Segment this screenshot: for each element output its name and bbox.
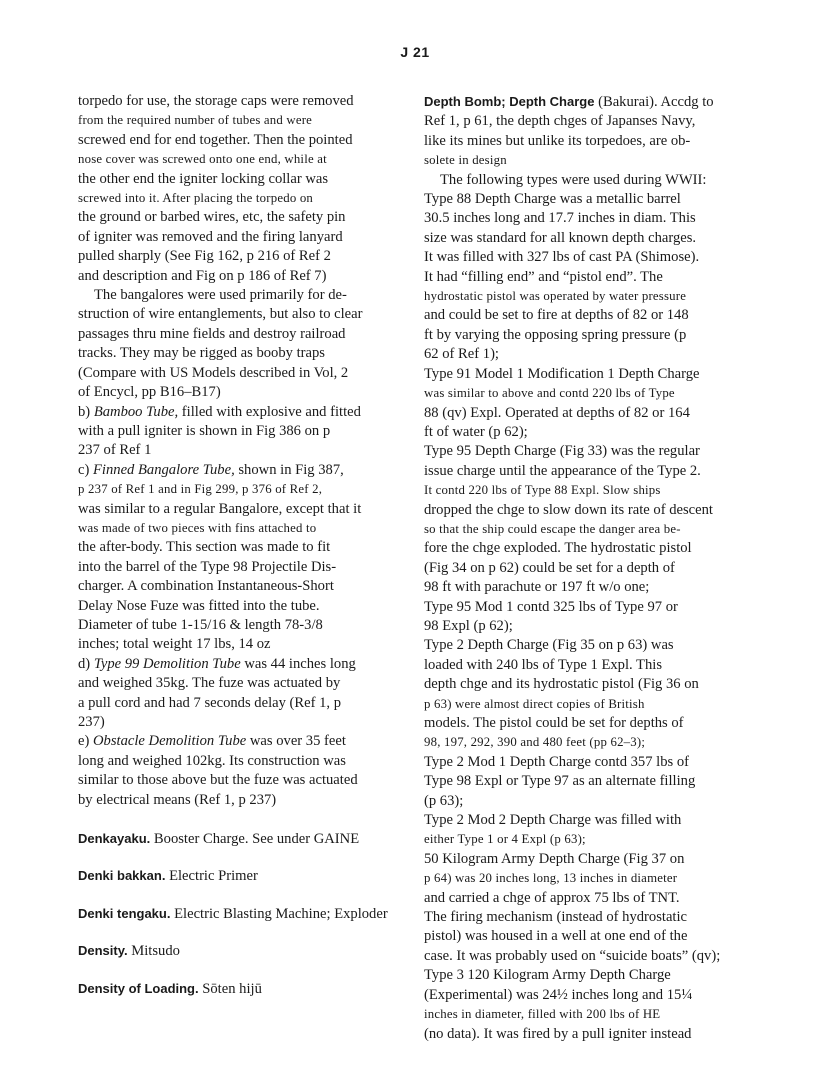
- entry-term: Density of Loading.: [78, 980, 199, 996]
- paragraph-torpedo-assembly: [78, 92, 390, 286]
- entry-term: Density.: [78, 943, 128, 959]
- text-line: p 237 of Ref 1 and in Fig 299, p 376 of Ref 2,: [78, 482, 323, 497]
- text-line: similar to those above but the fuze was actuated: [78, 772, 358, 789]
- text-line: and description and Fig on p 186 of Ref 7): [78, 267, 327, 284]
- text-line: The following types were used during WWII:: [440, 171, 707, 188]
- text-line: pistol) was housed in a well at one end of the: [424, 928, 688, 945]
- text-line: inches; total weight 17 lbs, 14 oz: [78, 636, 271, 653]
- item-prefix: d): [78, 655, 94, 672]
- item-title: Obstacle Demolition Tube: [93, 733, 247, 750]
- text-line: of igniter was removed and the firing lanyard: [78, 228, 343, 245]
- text-line: screwed end for end together. Then the pointed: [78, 131, 353, 148]
- item-bamboo-tube: [78, 403, 390, 461]
- text-line: Type 91 Model 1 Modification 1 Depth Charge: [424, 365, 700, 382]
- text-line: was similar to a regular Bangalore, except that it: [78, 500, 362, 517]
- text-line: Type 2 Mod 2 Depth Charge was filled with: [424, 812, 682, 829]
- text-line: models. The pistol could be set for depths of: [424, 715, 684, 731]
- text-line: was similar to above and contd 220 lbs of Type: [424, 386, 675, 401]
- left-column: [78, 92, 390, 999]
- text-line: It was filled with 327 lbs of cast PA (Shimose).: [424, 249, 700, 266]
- item-text: shown in Fig 387,: [234, 461, 344, 478]
- entry-definition: Booster Charge. See under GAINE: [150, 831, 360, 848]
- text-line: torpedo for use, the storage caps were removed: [78, 93, 354, 109]
- text-line: screwed into it. After placing the torpedo on: [78, 191, 314, 206]
- text-line: struction of wire entanglements, but also to clear: [78, 306, 363, 323]
- text-line: the other end the igniter locking collar was: [78, 170, 329, 187]
- text-line: 30.5 inches long and 17.7 inches in diam. This: [424, 210, 696, 227]
- entry-denki-bakkan: [78, 866, 390, 886]
- text-line: Delay Nose Fuze was fitted into the tube.: [78, 597, 320, 614]
- text-line: hydrostatic pistol was operated by water pressure: [424, 289, 687, 304]
- paragraph-bangalore-use: [78, 286, 390, 402]
- entry-denki-tengaku: [78, 904, 390, 924]
- text-line: a pull cord and had 7 seconds delay (Ref 1, p: [78, 694, 342, 711]
- text-line: 88 (qv) Expl. Operated at depths of 82 or 164: [424, 404, 690, 421]
- text-line: Type 98 Expl or Type 97 as an alternate filling: [424, 773, 696, 790]
- text-line: inches in diameter, filled with 200 lbs of HE: [424, 1007, 661, 1022]
- text-line: The bangalores were used primarily for de-: [94, 287, 347, 304]
- text-line: 98 ft with parachute or 197 ft w/o one;: [424, 579, 650, 596]
- item-finned-bangalore-tube: [78, 461, 390, 655]
- item-first-line: [78, 403, 390, 422]
- text-line: and carried a chge of approx 75 lbs of TNT.: [424, 889, 680, 906]
- item-title: Bamboo Tube,: [93, 403, 179, 420]
- item-first-line: [78, 655, 390, 674]
- text-line: 50 Kilogram Army Depth Charge (Fig 37 on: [424, 850, 685, 867]
- text-line: It contd 220 lbs of Type 88 Expl. Slow ships: [424, 483, 661, 498]
- entry-term: Denki bakkan.: [78, 868, 166, 884]
- item-title: Finned Bangalore Tube,: [93, 461, 235, 478]
- text-line: passages thru mine fields and destroy railroad: [78, 325, 346, 342]
- text-line: and weighed 35kg. The fuze was actuated by: [78, 675, 341, 692]
- text-line: p 64) was 20 inches long, 13 inches in diameter: [424, 871, 678, 886]
- entry-definition: Mitsudo: [127, 943, 180, 960]
- text-line: case. It was probably used on “suicide boats” (qv);: [424, 947, 721, 964]
- text-line: Type 88 Depth Charge was a metallic barrel: [424, 191, 681, 208]
- text-line: fore the chge exploded. The hydrostatic pistol: [424, 540, 692, 557]
- text-line: dropped the chge to slow down its rate of descent: [424, 501, 713, 518]
- entry-definition: Electric Primer: [165, 868, 258, 885]
- text-line: (Fig 34 on p 62) could be set for a depth of: [424, 559, 675, 576]
- text-line: loaded with 240 lbs of Type 1 Expl. This: [424, 656, 663, 673]
- text-line: long and weighed 102kg. Its construction was: [78, 752, 346, 769]
- entry-term: Denkayaku.: [78, 831, 151, 847]
- entry-density-of-loading: [78, 979, 390, 999]
- text-line: It had “filling end” and “pistol end”. The: [424, 268, 663, 285]
- text-line: Type 2 Mod 1 Depth Charge contd 357 lbs of: [424, 753, 690, 770]
- entry-definition: Sōten hijū: [198, 980, 262, 997]
- text-line: (Experimental) was 24½ inches long and 15¼: [424, 986, 693, 1003]
- text-line: of Encycl, pp B16–B17): [78, 384, 221, 401]
- right-column: [424, 92, 754, 1044]
- item-text: was over 35 feet: [246, 733, 346, 750]
- entry-term: Denki tengaku.: [78, 905, 171, 921]
- item-text: filled with explosive and fitted: [178, 403, 361, 420]
- text-line: Type 3 120 Kilogram Army Depth Charge: [424, 967, 671, 984]
- entry-term: Depth Bomb; Depth Charge: [424, 94, 595, 109]
- text-line: nose cover was screwed onto one end, while at: [78, 152, 327, 167]
- text-line: 98 Expl (p 62);: [424, 617, 513, 634]
- text-line: issue charge until the appearance of the Type 2.: [424, 462, 701, 479]
- item-prefix: e): [78, 733, 93, 750]
- entry-density: [78, 941, 390, 961]
- text-line: ft of water (p 62);: [424, 423, 528, 440]
- text-line: p 63) were almost direct copies of British: [424, 696, 645, 711]
- text-line: 237 of Ref 1: [78, 442, 152, 459]
- text-line: Type 95 Depth Charge (Fig 33) was the regular: [424, 443, 700, 460]
- text-line: solete in design: [424, 153, 507, 168]
- text-line: so that the ship could escape the danger area be-: [424, 521, 681, 536]
- text-line: 237): [78, 714, 105, 730]
- text-line: 62 of Ref 1);: [424, 346, 499, 363]
- text-line: into the barrel of the Type 98 Projectile Dis-: [78, 558, 337, 575]
- text-line: with a pull igniter is shown in Fig 386 on p: [78, 422, 331, 439]
- text-line: by electrical means (Ref 1, p 237): [78, 791, 277, 808]
- text-line: charger. A combination Instantaneous-Short: [78, 578, 334, 595]
- text-line: the after-body. This section was made to fit: [78, 539, 331, 556]
- text-line: (p 63);: [424, 792, 464, 809]
- text-line: (no data). It was fired by a pull igniter instead: [424, 1025, 692, 1042]
- text-line: like its mines but unlike its torpedoes, are ob-: [424, 132, 691, 149]
- text-line: Type 95 Mod 1 contd 325 lbs of Type 97 or: [424, 598, 678, 615]
- item-type-99-demolition-tube: [78, 655, 390, 733]
- entry-definition: Electric Blasting Machine; Exploder: [170, 905, 388, 922]
- item-prefix: c): [78, 461, 93, 478]
- page-number: J 21: [400, 44, 430, 60]
- item-prefix: b): [78, 403, 94, 420]
- text-line: either Type 1 or 4 Expl (p 63);: [424, 832, 586, 847]
- entry-text: (Bakurai). Accdg to: [594, 94, 714, 110]
- text-line: the ground or barbed wires, etc, the safety pin: [78, 209, 346, 226]
- text-line: Ref 1, p 61, the depth chges of Japanses Navy,: [424, 113, 696, 130]
- text-line: (Compare with US Models described in Vol, 2: [78, 364, 349, 381]
- entry-denkayaku: [78, 829, 390, 849]
- item-text: was 44 inches long: [240, 655, 356, 672]
- item-title: Type 99 Demolition Tube: [93, 655, 241, 672]
- text-line: depth chge and its hydrostatic pistol (Fig 36 on: [424, 676, 699, 693]
- text-line: Type 2 Depth Charge (Fig 35 on p 63) was: [424, 637, 674, 654]
- text-line: and could be set to fire at depths of 82 or 148: [424, 307, 689, 324]
- item-obstacle-demolition-tube: [78, 732, 390, 810]
- text-line: ft by varying the opposing spring pressure (p: [424, 326, 687, 343]
- text-line: from the required number of tubes and were: [78, 113, 313, 128]
- text-line: 98, 197, 292, 390 and 480 feet (pp 62–3);: [424, 735, 646, 750]
- text-line: tracks. They may be rigged as booby traps: [78, 345, 325, 362]
- text-line: was made of two pieces with fins attached to: [78, 520, 317, 535]
- item-first-line: [78, 732, 390, 751]
- text-line: pulled sharply (See Fig 162, p 216 of Ref 2: [78, 248, 331, 265]
- item-first-line: [78, 461, 390, 480]
- text-line: size was standard for all known depth charges.: [424, 229, 697, 246]
- text-line: The firing mechanism (instead of hydrostatic: [424, 909, 688, 926]
- entry-depth-bomb-heading: [424, 92, 754, 112]
- text-line: Diameter of tube 1-15/16 & length 78-3/8: [78, 616, 323, 633]
